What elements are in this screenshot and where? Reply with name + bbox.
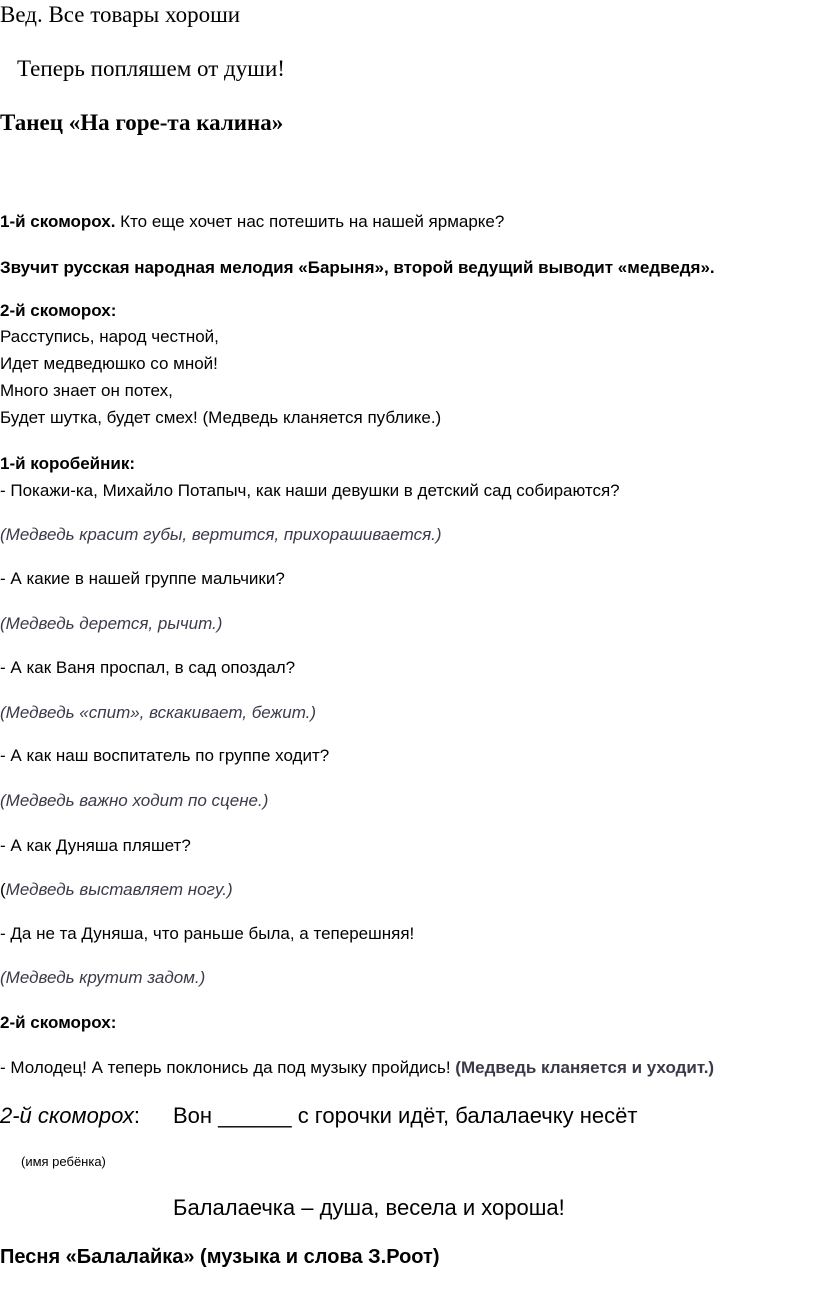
dance-title: Танец «На горе-та калина» <box>0 110 284 135</box>
child-name-hint: (имя ребёнка) <box>21 1154 106 1169</box>
skomorokh-1-line <box>0 212 504 232</box>
host-line-2: Теперь попляшем от души! <box>17 56 285 81</box>
question-line: - А как наш воспитатель по группе ходит? <box>0 746 330 765</box>
stage-direction: (Медведь важно ходит по сцене.) <box>0 791 269 810</box>
question-line: - А как Дуняша пляшет? <box>0 836 191 855</box>
poem-line: Много знает он потех, <box>0 381 173 400</box>
speaker-label: 2-й скоморох <box>0 1103 134 1128</box>
poem-line: Идет медведюшко со мной! <box>0 354 218 373</box>
question-line <box>0 1058 714 1078</box>
stage-direction: (Медведь крутит задом.) <box>0 968 206 987</box>
question-line: - А какие в нашей группе мальчики? <box>0 569 285 588</box>
stage-direction: (Медведь красит губы, вертится, прихорашивается.) <box>0 525 442 544</box>
colon: : <box>133 1103 140 1128</box>
line-text: Кто еще хочет нас потешить на нашей ярмарке? <box>115 212 505 231</box>
question-line: - Да не та Дуняша, что раньше была, а теперешняя! <box>0 924 415 943</box>
song-title: Песня «Балалайка» (музыка и слова З.Роот) <box>0 1246 440 1268</box>
skomorokh-2-line <box>0 1103 140 1129</box>
poem-line: Будет шутка, будет смех! (Медведь кланяется публике.) <box>0 408 442 427</box>
speaker-label: 2-й скоморох: <box>0 1013 117 1032</box>
stage-direction-music: Звучит русская народная мелодия «Барыня», второй ведущий выводит «медведя». <box>0 258 715 277</box>
speaker-label: 1-й скоморох. <box>0 212 116 231</box>
stage-direction: (Медведь кланяется и уходит.) <box>455 1058 715 1077</box>
big-line-text: Вон ______ с горочки идёт, балалаечку несёт <box>173 1103 638 1128</box>
line-text: - Молодец! А теперь поклонись да под музыку пройдись! <box>0 1058 456 1077</box>
stage-direction: (Медведь дерется, рычит.) <box>0 614 223 633</box>
poem-line: Расступись, народ честной, <box>0 327 219 346</box>
stage-direction <box>0 880 233 900</box>
host-line: Вед. Все товары хороши <box>0 2 241 27</box>
question-line: - Покажи-ка, Михайло Потапыч, как наши девушки в детский сад собираются? <box>0 481 620 500</box>
paren: ( <box>0 880 6 899</box>
stage-direction: (Медведь «спит», вскакивает, бежит.) <box>0 703 317 722</box>
question-line: - А как Ваня проспал, в сад опоздал? <box>0 658 296 677</box>
big-line-text-2: Балалаечка – душа, весела и хороша! <box>173 1195 565 1220</box>
speaker-label: 2-й скоморох: <box>0 301 117 320</box>
speaker-label: 1-й коробейник: <box>0 454 136 473</box>
stage-text: Медведь выставляет ногу.) <box>5 880 233 899</box>
